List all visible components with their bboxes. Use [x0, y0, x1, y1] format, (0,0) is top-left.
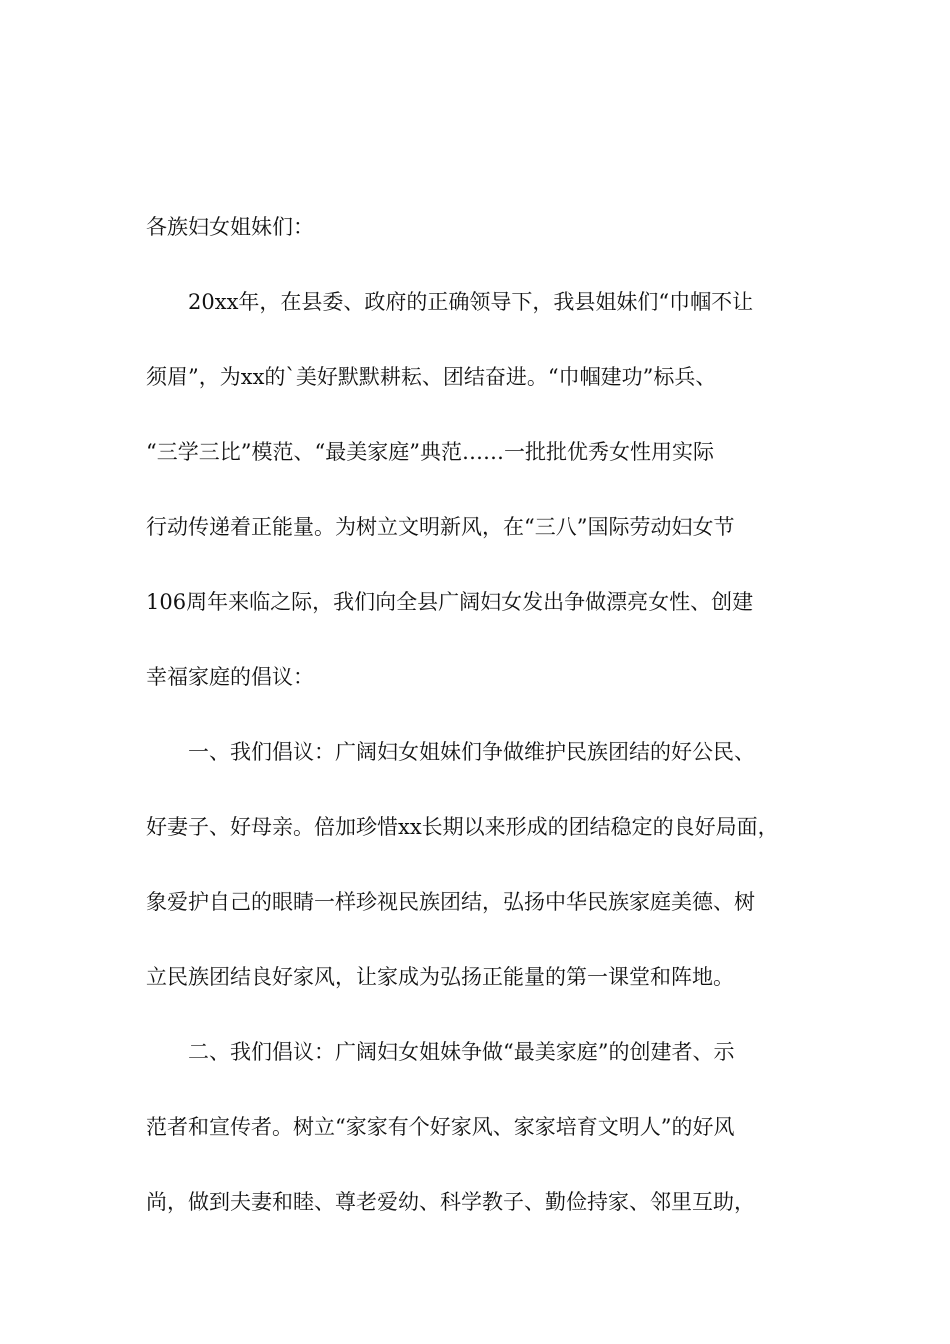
paragraph-3-line-2: 范者和宣传者。树立“家家有个好家风、家家培育文明人”的好风: [146, 1115, 735, 1139]
paragraph-1-line-4: 行动传递着正能量。为树立文明新风，在“三八”国际劳动妇女节: [146, 515, 735, 539]
paragraph-2-line-3: 象爱护自己的眼睛一样珍视民族团结，弘扬中华民族家庭美德、树: [146, 890, 755, 914]
paragraph-3-line-3: 尚，做到夫妻和睦、尊老爱幼、科学教子、勤俭持家、邻里互助，: [146, 1190, 755, 1214]
paragraph-1-line-2: 须眉”，为xx的`美好默默耕耘、团结奋进。“巾帼建功”标兵、: [146, 365, 717, 389]
paragraph-1-line-3: “三学三比”模范、“最美家庭”典范……一批批优秀女性用实际: [146, 440, 714, 464]
paragraph-2-line-2: 好妻子、好母亲。倍加珍惜xx长期以来形成的团结稳定的良好局面，: [146, 815, 779, 839]
paragraph-2-line-4: 立民族团结良好家风，让家成为弘扬正能量的第一课堂和阵地。: [146, 965, 734, 989]
salutation: 各族妇女姐妹们：: [146, 215, 314, 239]
paragraph-1-line-6: 幸福家庭的倡议：: [146, 665, 314, 689]
paragraph-2-line-1: 一、我们倡议：广阔妇女姐妹们争做维护民族团结的好公民、: [188, 740, 755, 764]
paragraph-1-line-1: 20xx年，在县委、政府的正确领导下，我县姐妹们“巾帼不让: [188, 290, 754, 314]
paragraph-3-line-1: 二、我们倡议：广阔妇女姐妹争做“最美家庭”的创建者、示: [188, 1040, 735, 1064]
paragraph-1-line-5: 106周年来临之际，我们向全县广阔妇女发出争做漂亮女性、创建: [146, 590, 754, 614]
